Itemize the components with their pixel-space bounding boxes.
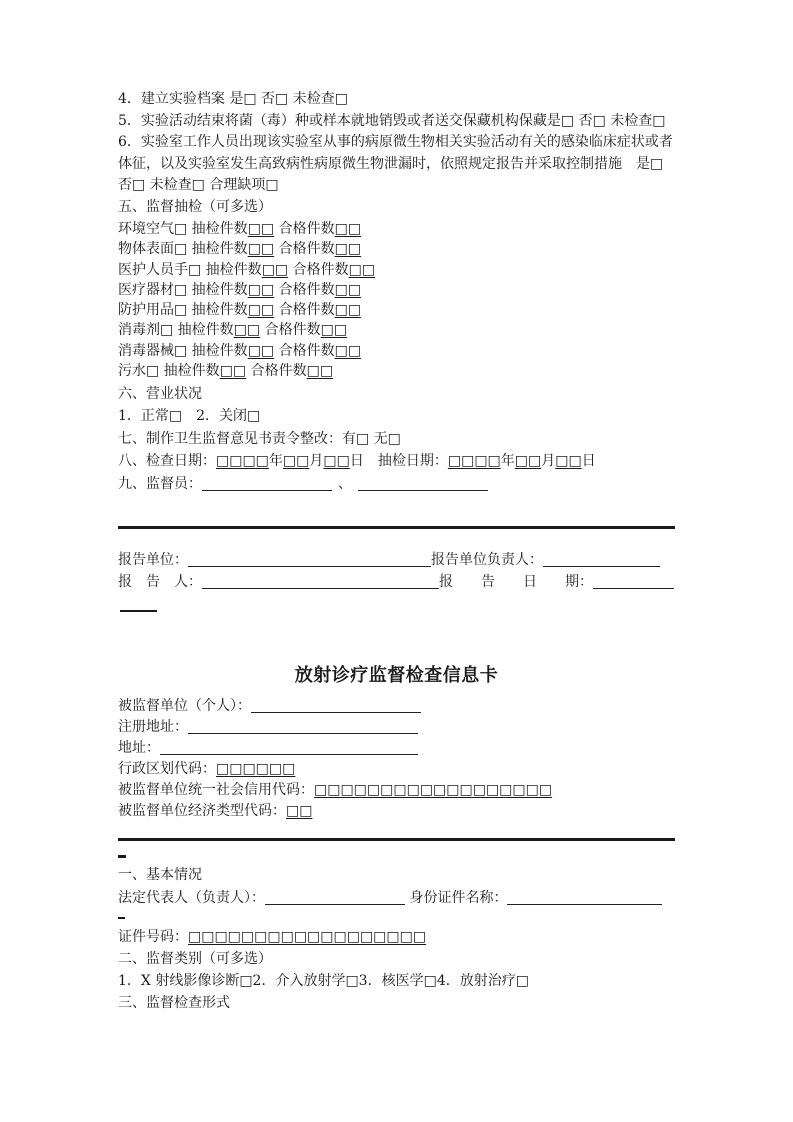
pass-count-boxes: □□ [320,322,348,339]
stray-dash [118,917,125,919]
section-divider-rule [118,838,675,841]
sample-count-boxes: □□ [247,281,275,298]
sample-count-boxes: □□ [247,241,275,258]
lab-items-block [118,89,718,218]
pass-count-label: 合格件数 [246,363,307,380]
registered-address-line [118,717,718,738]
report-head-label: 报告单位负责人： [431,552,543,568]
pass-count-boxes: □□ [334,281,362,298]
lab-item-6-line1: 6．实验室工作人员出现该实验室从事的病原微生物相关实验活动有关的感染临床症状或者 [118,134,673,150]
reporter-blank [202,575,439,589]
sample-count-boxes: □□ [261,261,289,278]
registered-address-label: 注册地址： [118,719,188,735]
sampling-rows-block [118,219,718,381]
sampling-row [118,239,718,259]
sample-count-label: 抽检件数 [201,261,262,278]
sampling-item-label: 防护用品□ [118,302,188,319]
lab-item-6-line3: 否□ 未检查□ 合理缺项□ [118,177,279,193]
sampling-row [118,280,718,300]
report-head-blank [543,553,660,567]
sampling-row [118,341,718,361]
legal-rep-blank [265,891,405,905]
id-number-line [118,926,718,948]
pass-count-boxes: □□ [334,241,362,258]
basic-info-block [118,864,718,909]
business-options: 1．正常□ 2．关闭□ [118,408,261,425]
reporter-line [118,571,718,593]
short-underline-rule [120,610,157,612]
address-label: 地址： [118,740,160,756]
sample-count-label: 抽检件数 [187,302,248,319]
check-year-boxes: □□□□ [216,453,269,470]
sample-count-label: 抽检件数 [173,322,234,339]
inspector-name-blank [358,477,488,491]
credit-code-line [118,780,718,801]
inspector-separator: 、 [338,475,352,492]
sample-count-label: 抽检件数 [159,363,220,380]
report-unit-blank [188,553,431,567]
check-month-boxes: □□ [282,453,310,470]
business-section-heading: 六、营业状况 [118,386,202,402]
sampling-item-label: 物体表面□ [118,241,188,258]
legal-rep-line [118,887,718,910]
sampling-row [118,260,718,280]
sample-count-label: 抽检件数 [187,281,248,298]
sampling-item-label: 消毒剂□ [118,322,174,339]
credit-code-label: 被监督单位统一社会信用代码： [118,782,314,798]
economic-code-line [118,801,718,822]
district-code-label: 行政区划代码： [118,761,216,777]
pass-count-boxes: □□ [306,363,334,380]
sampling-section-heading: 五、监督抽检（可多选） [118,198,272,215]
report-block [118,549,718,593]
sampling-item-label: 污水□ [118,363,160,380]
category-block [118,926,718,1014]
sample-count-label: 抽检件数 [187,241,248,258]
sampling-row [118,300,718,320]
sampling-row [118,361,718,381]
sampling-item-label: 医护人员手□ [118,261,202,278]
sampling-item-label: 环境空气□ [118,221,188,237]
basic-info-heading: 一、基本情况 [118,867,202,883]
economic-code-label: 被监督单位经济类型代码： [118,803,286,819]
sample-year-boxes: □□□□ [447,453,501,470]
inspector-line [118,473,718,495]
sample-count-boxes: □□ [233,322,261,339]
legal-rep-label: 法定代表人（负责人）： [118,889,265,906]
sample-count-label: 抽检件数 [187,221,248,237]
sample-count-boxes: □□ [247,342,275,359]
section-divider-rule [118,526,675,529]
id-number-label: 证件号码： [118,929,188,945]
pass-count-boxes: □□ [334,302,362,319]
report-date-label: 报 告 日 期： [439,574,593,590]
category-options: 1．X 射线影像诊断□2．介入放射学□3．核医学□4．放射治疗□ [118,973,529,989]
sampling-row [118,219,718,239]
report-unit-label: 报告单位： [118,552,188,568]
card-title: 放射诊疗监督检查信息卡 [294,665,499,686]
lab-item-6-line2: 体征，以及实验室发生高致病性病原微生物泄漏时，依照规定报告并采取控制措施 是□ [118,155,664,172]
rectification-line: 七、制作卫生监督意见书责令整改：有□ 无□ [118,430,401,447]
district-code-line [118,759,718,780]
address-line [118,738,718,759]
inspector-name-blank [202,477,332,491]
pass-count-label: 合格件数 [260,322,321,339]
id-name-label: 身份证件名称： [405,889,508,906]
lab-item-4: 4．建立实验档案 是□ 否□ 未检查□ [118,91,348,107]
economic-code-boxes: □□ [286,803,313,819]
sample-day-boxes: □□ [555,453,582,470]
pass-count-label: 合格件数 [274,241,335,258]
sample-count-boxes: □□ [219,363,247,380]
pass-count-label: 合格件数 [274,221,335,237]
check-day-boxes: □□ [323,453,350,470]
report-date-blank [593,575,674,589]
sampling-item-label: 医疗器材□ [118,281,188,298]
supervised-unit-blank [251,699,421,713]
report-unit-line [118,549,718,571]
supervised-unit-line [118,696,718,717]
stray-dash [118,855,126,858]
sample-count-boxes: □□ [247,302,275,319]
district-code-boxes: □□□□□□ [216,761,296,777]
pass-count-label: 合格件数 [288,261,349,278]
pass-count-label: 合格件数 [274,281,335,298]
lab-item-5: 5．实验活动结束将菌（毒）种或样本就地销毁或者送交保藏机构保藏是□ 否□ 未检查□ [118,112,666,129]
inspector-label: 九、监督员： [118,475,202,492]
check-date-label: 八、检查日期： [118,453,216,470]
form-section-heading: 三、监督检查形式 [118,995,230,1011]
id-number-boxes: □□□□□□□□□□□□□□□□□□ [188,929,427,945]
supervised-unit-label: 被监督单位（个人）： [118,698,251,714]
sample-count-label: 抽检件数 [187,342,248,359]
pass-count-boxes: □□ [334,342,362,359]
sections-six-to-nine-block [118,383,718,495]
id-name-blank [507,891,662,905]
sample-date-label: 抽检日期： [363,453,448,470]
pass-count-boxes: □□ [348,261,376,278]
inspection-date-line: 八、检查日期：□□□□年□□月□□日 抽检日期：□□□□年□□月□□日 [118,453,596,470]
credit-code-boxes: □□□□□□□□□□□□□□□□□□ [314,782,553,798]
category-section-heading: 二、监督类别（可多选） [118,951,272,967]
pass-count-label: 合格件数 [274,342,335,359]
sampling-item-label: 消毒器械□ [118,342,188,359]
sample-month-boxes: □□ [514,453,542,470]
sample-count-boxes: □□ [247,221,275,237]
pass-count-label: 合格件数 [274,302,335,319]
address-blank [160,741,418,755]
sampling-row [118,320,718,340]
card-identity-block [118,696,718,822]
pass-count-boxes: □□ [334,221,362,237]
registered-address-blank [188,720,418,734]
reporter-label: 报 告 人： [118,574,202,590]
